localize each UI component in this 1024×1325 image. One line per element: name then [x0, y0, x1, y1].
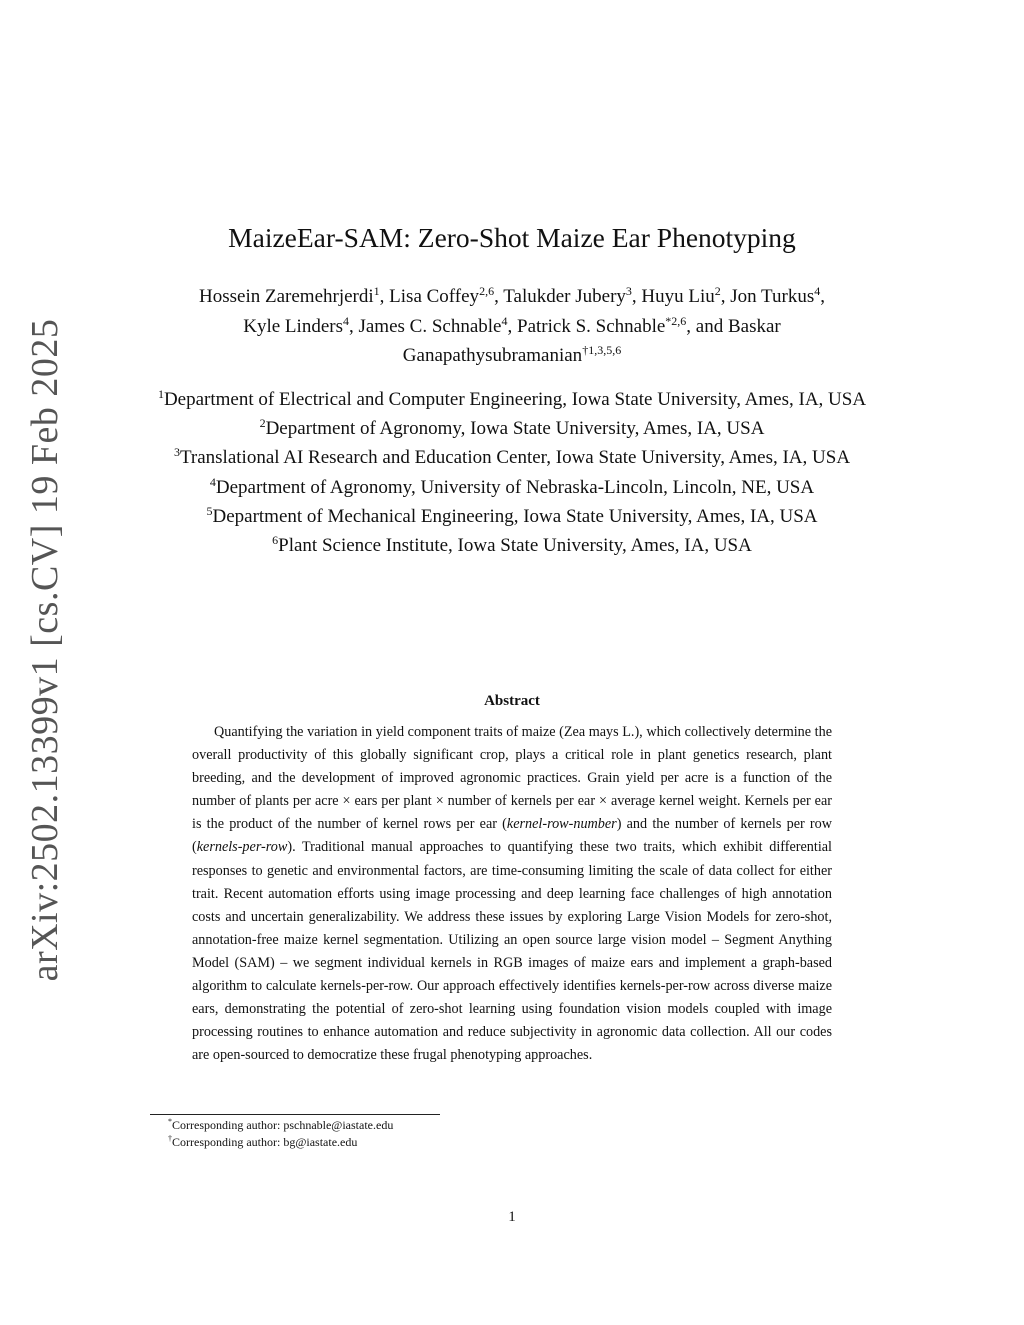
author-affiliation-mark: 3	[625, 284, 632, 298]
author-affiliation-mark: 4	[501, 313, 508, 328]
affiliation-number: 2	[259, 416, 266, 431]
author-name: James C. Schnable	[358, 315, 502, 337]
author-affiliation-mark: *2,6	[665, 313, 687, 328]
footnote-text: Corresponding author: pschnable@iastate.edu	[172, 1118, 394, 1132]
affiliation-text: Department of Electrical and Computer Engineering, Iowa State University, Ames, IA, USA	[163, 389, 867, 410]
author-affiliation-mark: †1,3,5,6	[582, 343, 622, 357]
author-list: Hossein Zaremehrjerdi$^1$, Lisa Coffey$^{2,6}$, Talukder Jubery$^3$, Huyu Liu$^2$, Jon Turkus$^4$, Kyle Linders$^4$, James C. Schnable$^4$, Patrick S. Schnable$^{*2,6}$, and Baskar Ganapathysubramanian$^{\dagger 1,3,5,6}$	[199, 284, 825, 366]
affiliation-text: Department of Agronomy, Iowa State University, Ames, IA, USA	[265, 418, 765, 440]
page-number: 1	[508, 1209, 516, 1225]
affiliation-text: Plant Science Institute, Iowa State University, Ames, IA, USA	[278, 535, 752, 557]
affiliation-list	[135, 385, 889, 560]
affiliation-line	[135, 531, 889, 560]
author-name: Kyle Linders	[243, 315, 343, 337]
affiliation-line	[135, 385, 889, 414]
affiliation-number: 4	[209, 474, 216, 489]
abstract-text: ). Traditional manual approaches to quantifying these two traits, which exhibit differential responses to genetic and environmental factors, are time-consuming limiting the scale of data collect for either trait. Recent automation efforts using image processing and deep learning face challenges of high annotation costs and uncertain generalizability. We address these issues by exploring Large Vision Models for zero-shot, annotation-free maize kernel segmentation. Utilizing an open source large vision model – Segment Anything Model (SAM) – we segment individual kernels in RGB images of maize ears and implement a graph-based algorithm to calculate kernels-per-row. Our approach effectively identifies kernels-per-row across diverse maize ears, demonstrating the potential of zero-shot learning using foundation vision models coupled with image processing routines to enhance automation and reduce subjectivity in agronomic data collection. All our codes are open-sourced to democratize these frugal phenotyping approaches.	[192, 839, 832, 1064]
affiliation-number: 5	[206, 503, 213, 518]
author-affiliation-mark: 4	[342, 313, 349, 328]
author-name: Patrick S. Schnable	[517, 315, 666, 337]
abstract-text: Quantifying the variation in yield component traits of maize (Zea mays L.), which collectively determine the overall productivity of this globally significant crop, plays a critical role in plant genetics research, plant breeding, and the development of improved agronomic practices. Grain yield per acre is a function of the number of plants per acre × ears per plant × number of kernels per ear × average kernel weight. Kernels per ear is the product of the number of kernel rows per ear (	[192, 724, 832, 833]
author-affiliation-mark: 4	[814, 284, 821, 298]
paper-title: MaizeEar-SAM: Zero-Shot Maize Ear Phenotyping	[228, 222, 796, 253]
abstract-heading: Abstract	[484, 693, 540, 709]
affiliation-number: 1	[157, 387, 164, 401]
footnote-text: Corresponding author: bg@iastate.edu	[172, 1135, 358, 1149]
affiliation-line	[135, 502, 889, 531]
arxiv-identifier-stamp: arXiv:2502.13399v1 [cs.CV] 19 Feb 2025	[24, 318, 66, 982]
affiliation-text: Translational AI Research and Education Center, Iowa State University, Ames, IA, USA	[179, 447, 851, 469]
affiliation-number: 6	[272, 533, 279, 548]
author-name: Talukder Jubery	[503, 286, 626, 307]
affiliation-line	[135, 443, 889, 472]
footnote-mark: *	[168, 1117, 172, 1126]
affiliation-line	[135, 414, 889, 443]
author-name: Ganapathysubramanian	[402, 345, 583, 366]
affiliation-number: 3	[173, 445, 180, 460]
affiliation-text: Department of Agronomy, University of Nebraska-Lincoln, Lincoln, NE, USA	[215, 476, 815, 498]
author-affiliation-mark: 2	[714, 284, 721, 298]
author-name: Huyu Liu	[641, 286, 715, 307]
footnote	[168, 1117, 393, 1134]
author-name: Jon Turkus	[730, 286, 815, 307]
abstract-italic-term: kernels-per-row	[196, 839, 288, 856]
footnote-mark: †	[168, 1134, 172, 1143]
footnote	[168, 1134, 393, 1151]
footnote-divider	[150, 1114, 440, 1115]
footnotes	[168, 1117, 393, 1151]
author-name: Lisa Coffey	[389, 286, 480, 307]
abstract-text: ) and the number of kernels per row (	[192, 816, 832, 856]
author-name: Hossein Zaremehrjerdi	[199, 286, 374, 307]
affiliation-text: Department of Mechanical Engineering, Iowa State University, Ames, IA, USA	[212, 505, 818, 527]
author-affiliation-mark: 2,6	[479, 284, 495, 298]
author-affiliation-mark: 1	[373, 284, 380, 298]
affiliation-line	[135, 473, 889, 502]
abstract-italic-term: kernel-row-number	[506, 816, 617, 833]
abstract-body	[192, 721, 832, 1067]
